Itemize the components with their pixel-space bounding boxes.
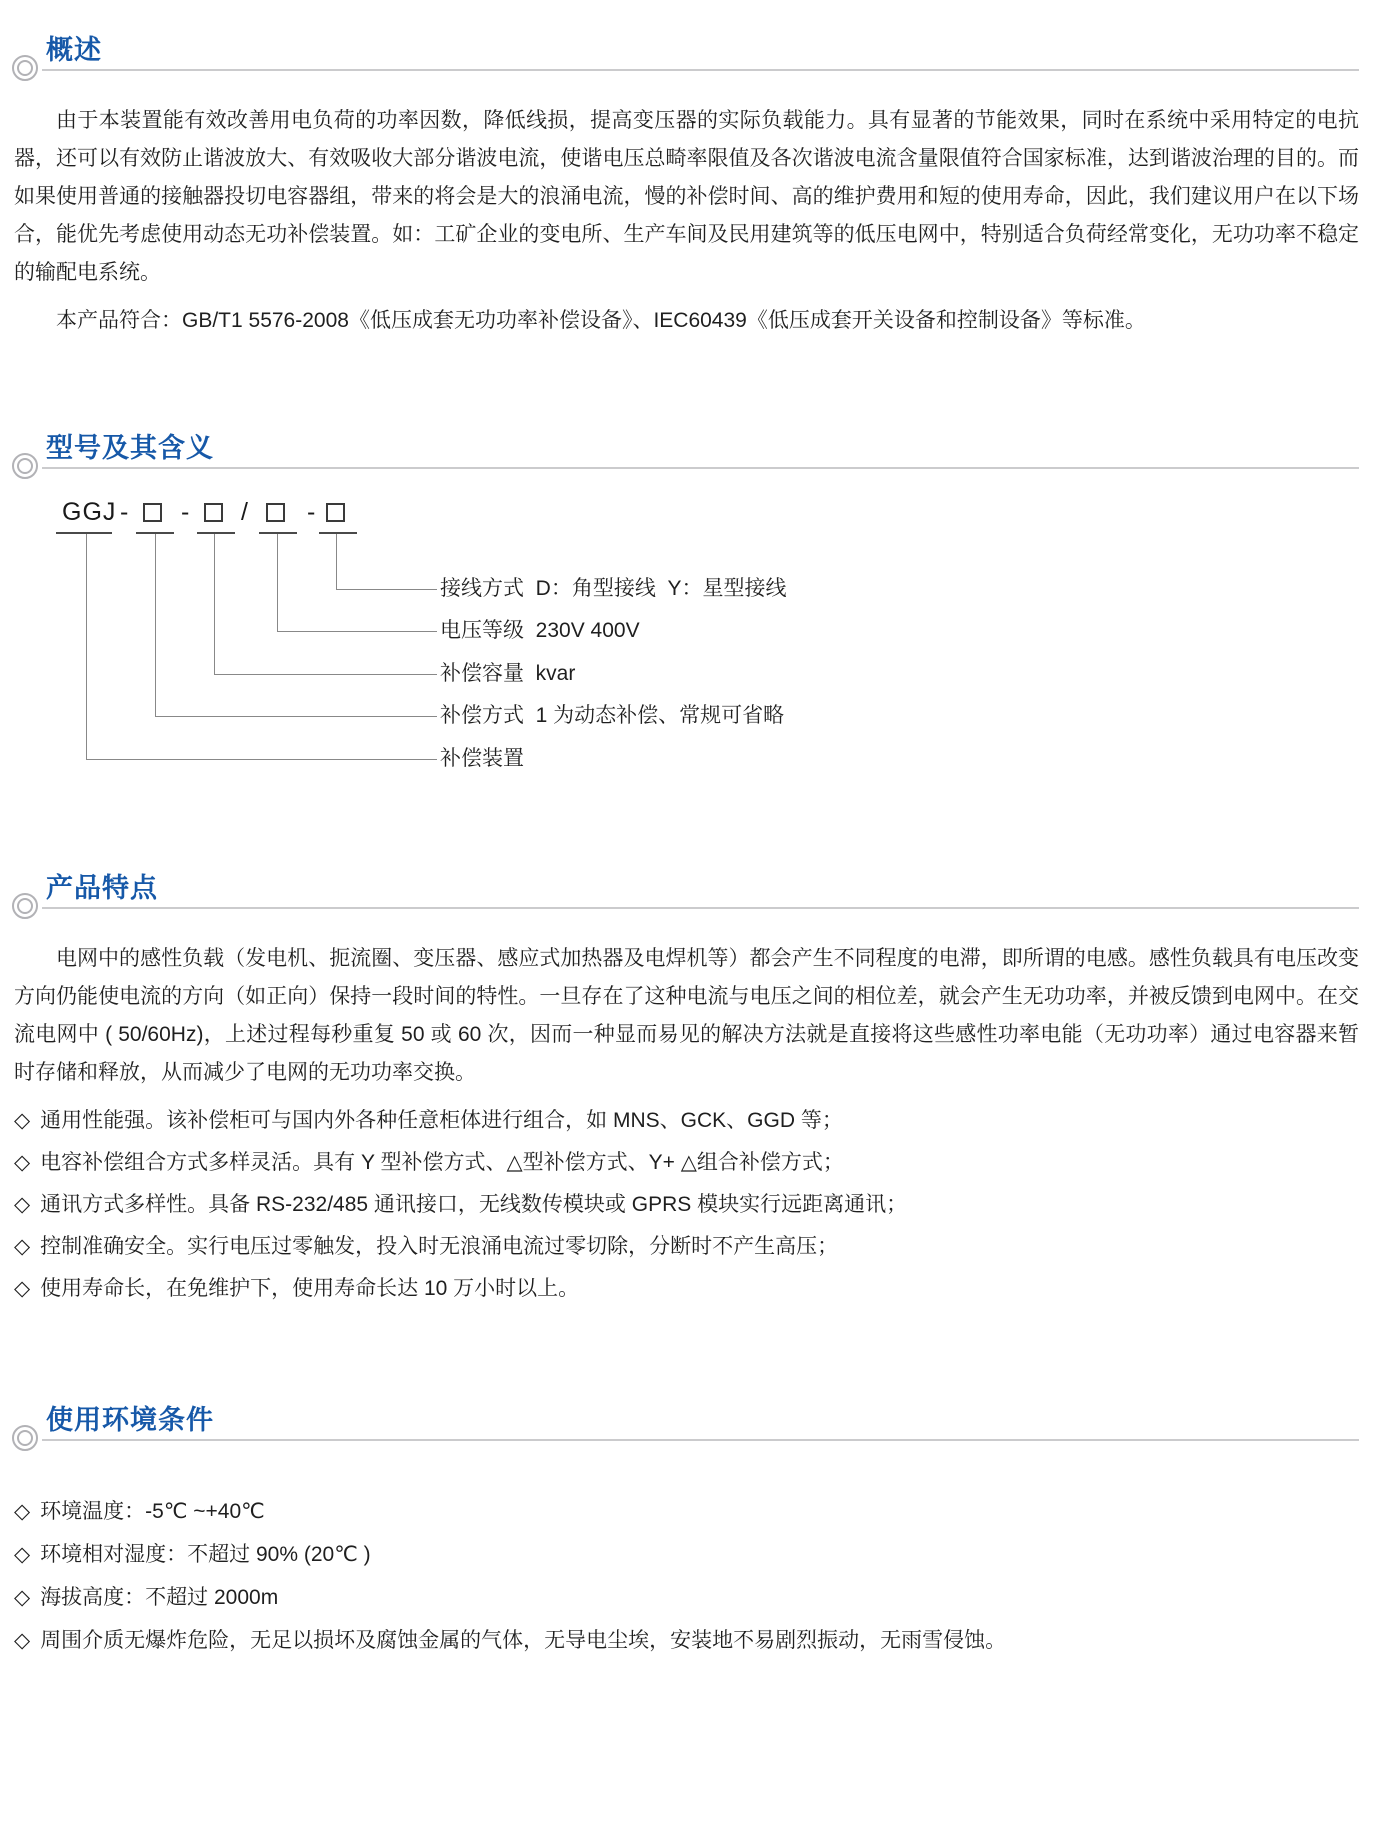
diamond-bullet-icon: ◇ (14, 1586, 31, 1609)
feature-item-text: 通讯方式多样性。具备 RS-232/485 通讯接口，无线数传模块或 GPRS 模块实行远距离通讯； (40, 1193, 908, 1216)
underline-box-3 (259, 532, 297, 534)
feature-item (14, 1142, 1359, 1184)
underline-box-2 (197, 532, 235, 534)
feature-item-text: 电容补偿组合方式多样灵活。具有 Y 型补偿方式、△型补偿方式、Y+ △组合补偿方式； (40, 1151, 844, 1174)
model-label-voltage: 电压等级 230V 400V (440, 619, 640, 642)
model-box-1 (143, 503, 162, 522)
environment-list (14, 1490, 1359, 1662)
environment-body (0, 1490, 1373, 1662)
diamond-bullet-icon: ◇ (14, 1543, 31, 1566)
model-separator: - (307, 498, 317, 526)
diamond-bullet-icon: ◇ (14, 1193, 31, 1216)
feature-item-text: 控制准确安全。实行电压过零触发，投入时无浪涌电流过零切除，分断时不产生高压； (40, 1235, 839, 1258)
connector-line (86, 759, 437, 760)
environment-item-text: 环境温度：-5℃ ~+40℃ (40, 1500, 265, 1523)
overview-paragraph-2: 本产品符合：GB/T1 5576-2008《低压成套无功功率补偿设备》、IEC60439《低压成套开关设备和控制设备》等标准。 (56, 309, 1146, 332)
feature-item-text: 使用寿命长，在免维护下，使用寿命长达 10 万小时以上。 (40, 1277, 580, 1300)
model-box-4 (326, 503, 345, 522)
section-header-features (0, 866, 1373, 924)
underline-box-4 (319, 532, 357, 534)
model-separator: - (181, 498, 191, 526)
section-title-environment: 使用环境条件 (46, 1405, 214, 1435)
overview-body (0, 102, 1373, 340)
section-title-features: 产品特点 (46, 873, 158, 903)
environment-item (14, 1619, 1359, 1662)
model-label-capacity: 补偿容量 kvar (440, 662, 576, 685)
feature-item (14, 1184, 1359, 1226)
section-rule (42, 907, 1359, 909)
section-rule (42, 467, 1359, 469)
section-rule (42, 69, 1359, 71)
model-prefix: GGJ (62, 498, 117, 526)
environment-item-text: 环境相对湿度：不超过 90% (20℃ ) (40, 1543, 371, 1566)
model-separator: - (120, 498, 130, 526)
environment-item (14, 1576, 1359, 1619)
model-separator-slash: / (241, 498, 249, 526)
section-rule (42, 1439, 1359, 1441)
model-label-wiring: 接线方式 D：角型接线 Y：星型接线 (440, 577, 787, 600)
model-label-compensation: 补偿方式 1 为动态补偿、常规可省略 (440, 704, 785, 727)
connector-line (336, 534, 337, 589)
model-box-2 (204, 503, 223, 522)
environment-item-text: 海拔高度：不超过 2000m (40, 1586, 279, 1609)
section-ring-icon (12, 55, 38, 81)
environment-item (14, 1490, 1359, 1533)
features-list (14, 1100, 1359, 1310)
connector-line (277, 534, 278, 631)
connector-line (336, 589, 437, 590)
diamond-bullet-icon: ◇ (14, 1500, 31, 1523)
section-title-overview: 概述 (46, 35, 102, 65)
model-label-device: 补偿装置 (440, 747, 524, 770)
underline-prefix (56, 532, 112, 534)
feature-item (14, 1268, 1359, 1310)
feature-item (14, 1100, 1359, 1142)
diamond-bullet-icon: ◇ (14, 1629, 31, 1652)
features-paragraph: 电网中的感性负载（发电机、扼流圈、变压器、感应式加热器及电焊机等）都会产生不同程度的电滞，即所谓的电感。感性负载具有电压改变方向仍能使电流的方向（如正向）保持一段时间的特性。一旦存在了这种电流与电压之间的相位差，就会产生无功功率，并被反馈到电网中。在交流电网中 ( 50/60Hz)，上述过程每秒重复 50 或 60 次，因而一种显而易见的解决方法就是直接将这些感性功率电能（无功功率）通过电容器来暂时存储和释放，从而减少了电网的无功功率交换。 (14, 947, 1359, 1084)
features-body (0, 940, 1373, 1310)
overview-paragraph-1: 由于本装置能有效改善用电负荷的功率因数，降低线损，提高变压器的实际负载能力。具有显著的节能效果，同时在系统中采用特定的电抗器，还可以有效防止谐波放大、有效吸收大部分谐波电流，使谐电压总畸率限值及各次谐波电流含量限值符合国家标准，达到谐波治理的目的。而如果使用普通的接触器投切电容器组，带来的将会是大的浪涌电流，慢的补偿时间、高的维护费用和短的使用寿命，因此，我们建议用户在以下场合，能优先考虑使用动态无功补偿装置。如：工矿企业的变电所、生产车间及民用建筑等的低压电网中，特别适合负荷经常变化，无功功率不稳定的输配电系统。 (14, 109, 1359, 284)
environment-item (14, 1533, 1359, 1576)
connector-line (214, 674, 437, 675)
connector-line (86, 534, 87, 759)
section-ring-icon (12, 893, 38, 919)
environment-item-text: 周围介质无爆炸危险，无足以损坏及腐蚀金属的气体，无导电尘埃，安装地不易剧烈振动，无雨雪侵蚀。 (40, 1629, 1007, 1652)
section-ring-icon (12, 1425, 38, 1451)
section-header-model (0, 426, 1373, 484)
model-designation-diagram (14, 498, 1359, 800)
feature-item-text: 通用性能强。该补偿柜可与国内外各种任意柜体进行组合，如 MNS、GCK、GGD 等； (40, 1109, 843, 1132)
connector-line (214, 534, 215, 674)
model-body (0, 498, 1373, 800)
diamond-bullet-icon: ◇ (14, 1235, 31, 1258)
section-ring-icon (12, 453, 38, 479)
connector-line (155, 716, 437, 717)
diamond-bullet-icon: ◇ (14, 1277, 31, 1300)
section-header-overview (0, 28, 1373, 86)
section-header-environment (0, 1398, 1373, 1456)
model-box-3 (266, 503, 285, 522)
diamond-bullet-icon: ◇ (14, 1151, 31, 1174)
section-title-model: 型号及其含义 (46, 433, 214, 463)
diamond-bullet-icon: ◇ (14, 1109, 31, 1132)
connector-line (155, 534, 156, 716)
feature-item (14, 1226, 1359, 1268)
connector-line (277, 631, 437, 632)
